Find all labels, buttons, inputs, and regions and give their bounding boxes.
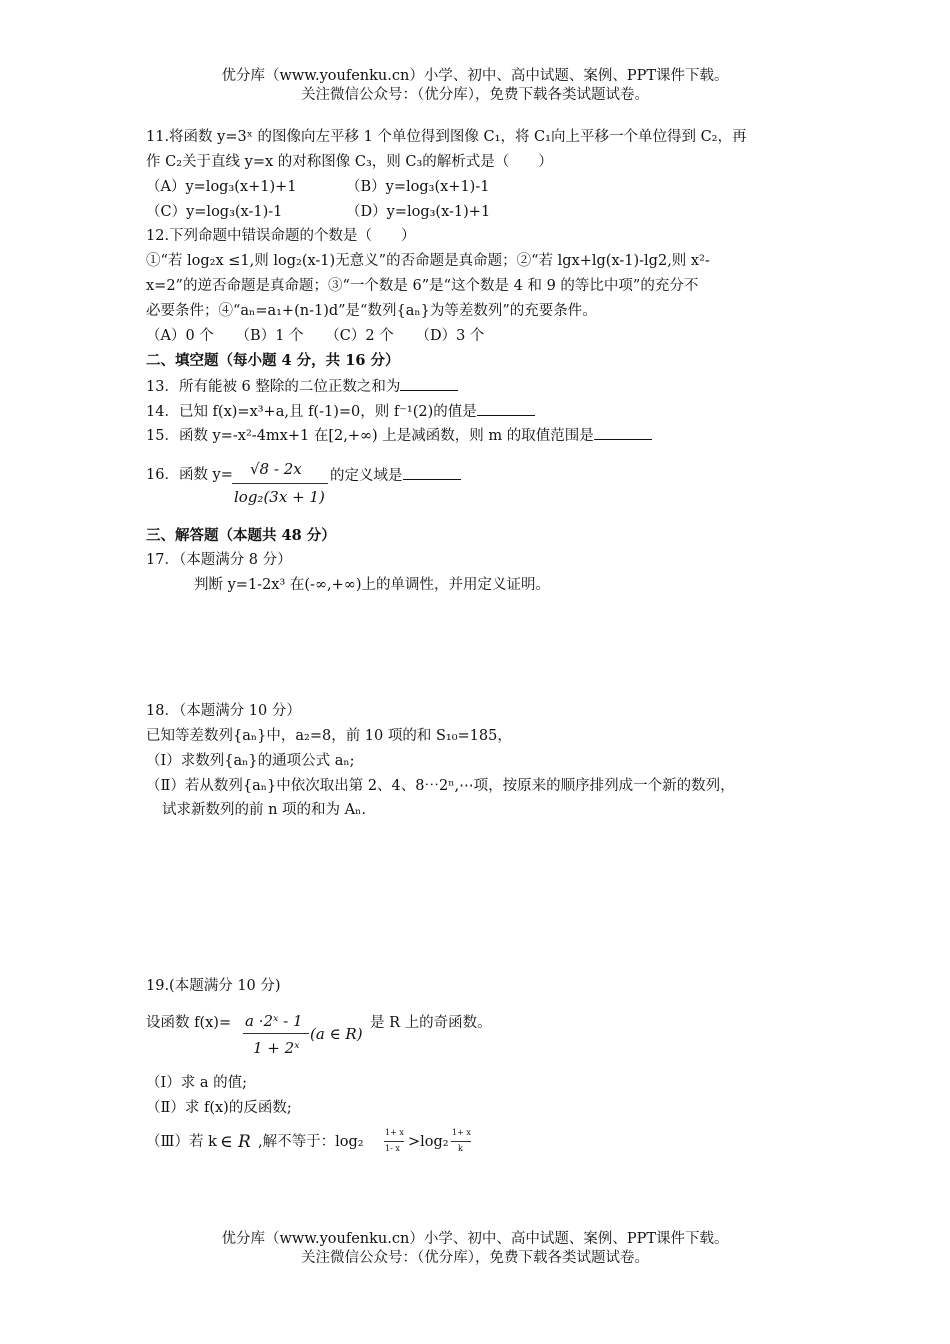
q19-heading: 19.(本题满分 10 分) [146, 978, 281, 994]
q16-fraction-bar [232, 483, 328, 484]
q19-frac2-numerator: 1+ x [452, 1128, 471, 1137]
footer-line-1: 优分库（www.youfenku.cn）小学、初中、高中试题、案例、PPT课件下载。 [221, 1231, 729, 1247]
q12-text-3: x=2”的逆否命题是真命题；③“一个数是 6”是“这个数是 4 和 9 的等比中项”的充分不 [146, 278, 699, 294]
q19-fraction-bar [243, 1033, 309, 1034]
q18-line-4: 试求新数列的前 n 项的和为 Aₙ. [162, 802, 367, 818]
q13-answer-blank[interactable] [400, 377, 458, 391]
q11-option-a: （A）y=log₃(x+1)+1 [146, 179, 297, 195]
q11-option-d: （D）y=log₃(x-1)+1 [346, 204, 491, 220]
q19-numerator: a ·2ˣ - 1 [245, 1012, 303, 1030]
q16-prefix: 16．函数 y= [146, 467, 233, 483]
header-line-2: 关注微信公众号：（优分库），免费下载各类试题试卷。 [301, 87, 649, 103]
header-line-1: 优分库（www.youfenku.cn）小学、初中、高中试题、案例、PPT课件下载。 [221, 68, 729, 84]
q12-options: （A）0 个 （B）1 个 （C）2 个 （D）3 个 [146, 328, 485, 344]
footer-line-2: 关注微信公众号：（优分库），免费下载各类试题试卷。 [301, 1250, 649, 1266]
q18-heading: 18．（本题满分 10 分） [146, 703, 301, 719]
q19-part-3-gt: >log₂ [408, 1134, 449, 1150]
q19-frac2-bar [451, 1141, 471, 1142]
q19-denominator: 1 + 2ˣ [253, 1039, 300, 1057]
q15-text: 15．函数 y=-x²-4mx+1 在[2,+∞) 上是减函数，则 m 的取值范围是 [146, 428, 594, 444]
q12-text-2: ①“若 log₂x ≤1,则 log₂(x-1)无意义”的否命题是真命题；②“若 lgx+lg(x-1)-lg2,则 x²- [146, 253, 710, 269]
q18-line-2: （Ⅰ）求数列{aₙ}的通项公式 aₙ; [146, 753, 355, 769]
q19-frac1-bar [384, 1141, 404, 1142]
q19-frac2-denominator: k [458, 1144, 463, 1153]
q16-suffix-text: 的定义域是 [330, 468, 403, 484]
q19-suffix: 是 R 上的奇函数。 [370, 1015, 492, 1031]
q11-text-1: 11.将函数 y=3ˣ 的图像向左平移 1 个单位得到图像 C₁，将 C₁向上平移一个单位得到 C₂，再 [146, 129, 747, 145]
section-2-title: 二、填空题（每小题 4 分，共 16 分） [146, 352, 400, 369]
q13 [146, 377, 458, 396]
q16-numerator: √8 - 2x [250, 460, 302, 478]
q16-denominator: log₂(3x + 1) [234, 488, 325, 506]
q15-answer-blank[interactable] [594, 426, 652, 440]
q16-answer-blank[interactable] [403, 466, 461, 480]
q19-part-3-in-r: ∈ R [220, 1132, 251, 1152]
section-3-title: 三、解答题（本题共 48 分） [146, 527, 336, 544]
q17-heading: 17．（本题满分 8 分） [146, 552, 292, 568]
q19-part-3-prefix: （Ⅲ）若 k [146, 1134, 217, 1150]
q11-option-c: （C）y=log₃(x-1)-1 [146, 204, 283, 220]
q14 [146, 402, 535, 421]
q19-frac1-numerator: 1+ x [385, 1128, 404, 1137]
q19-prefix: 设函数 f(x)= [146, 1015, 232, 1031]
q15 [146, 426, 652, 445]
q14-answer-blank[interactable] [477, 402, 535, 416]
q13-text: 13．所有能被 6 整除的二位正数之和为 [146, 379, 401, 395]
q14-text: 14．已知 f(x)=x³+a,且 f(-1)=0，则 f⁻¹(2)的值是 [146, 404, 477, 420]
q16-suffix [330, 466, 461, 485]
q18-line-1: 已知等差数列{aₙ}中，a₂=8，前 10 项的和 S₁₀=185， [146, 728, 512, 744]
q11-option-b: （B）y=log₃(x+1)-1 [346, 179, 490, 195]
q12-text-4: 必要条件；④“aₙ=a₁+(n-1)d”是“数列{aₙ}为等差数列”的充要条件。 [146, 303, 597, 319]
q19-part-3-mid: ,解不等于：log₂ [258, 1134, 364, 1150]
q17-body: 判断 y=1-2x³ 在(-∞,+∞)上的单调性，并用定义证明。 [194, 577, 551, 593]
q19-frac1-denominator: 1- x [385, 1144, 400, 1153]
q19-part-2: （Ⅱ）求 f(x)的反函数; [146, 1100, 292, 1116]
q11-text-2: 作 C₂关于直线 y=x 的对称图像 C₃，则 C₃的解析式是（ ） [146, 154, 553, 170]
q12-text-1: 12.下列命题中错误命题的个数是（ ） [146, 228, 416, 244]
q19-part-1: （Ⅰ）求 a 的值; [146, 1075, 247, 1091]
q19-condition: (a ∈ R) [310, 1025, 363, 1043]
q18-line-3: （Ⅱ）若从数列{aₙ}中依次取出第 2、4、8⋯2ⁿ,⋯项，按原来的顺序排列成一个新的数列， [146, 778, 735, 794]
